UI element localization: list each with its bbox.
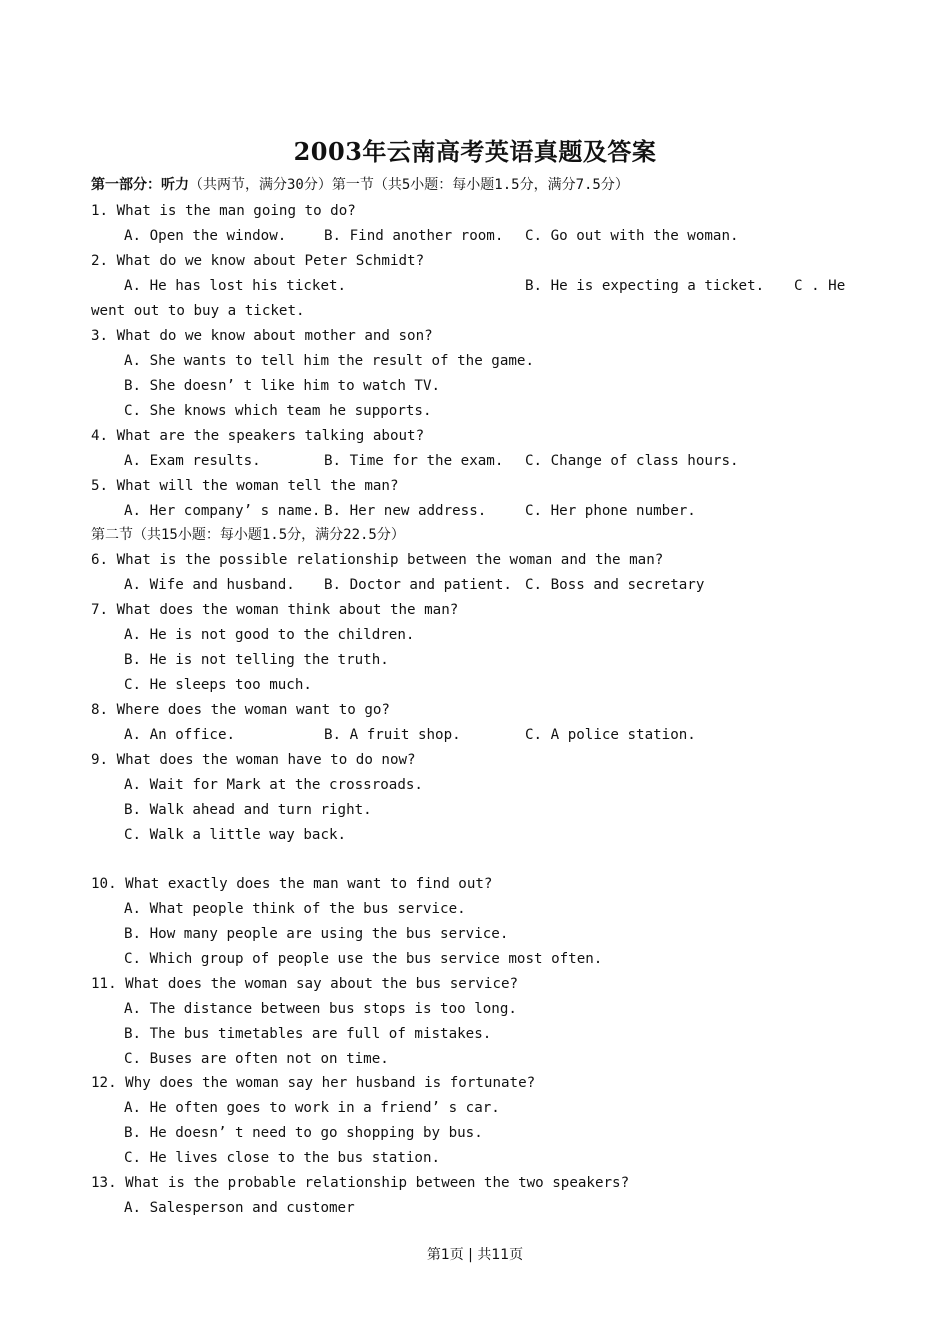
question-10: 10. What exactly does the man want to find out? xyxy=(91,876,493,892)
q3-option-b: B. She doesn’ t like him to watch TV. xyxy=(124,378,441,394)
q6-option-a: A. Wife and husband. xyxy=(124,577,295,593)
question-12: 12. Why does the woman say her husband is fortunate? xyxy=(91,1075,536,1091)
question-7: 7. What does the woman think about the man? xyxy=(91,602,459,618)
q2-option-c: C . He xyxy=(794,278,846,294)
q10-option-b: B. How many people are using the bus service. xyxy=(124,926,509,942)
q2-option-c-continued: went out to buy a ticket. xyxy=(91,303,305,319)
question-1: 1. What is the man going to do? xyxy=(91,203,356,219)
q8-option-c: C. A police station. xyxy=(525,727,696,743)
q5-option-a: A. Her company’ s name. xyxy=(124,503,321,519)
q9-option-b: B. Walk ahead and turn right. xyxy=(124,802,372,818)
q9-option-c: C. Walk a little way back. xyxy=(124,827,347,843)
q7-option-b: B. He is not telling the truth. xyxy=(124,652,389,668)
q11-option-a: A. The distance between bus stops is too long. xyxy=(124,1001,517,1017)
q6-option-b: B. Doctor and patient. xyxy=(324,577,512,593)
part1-heading-bold: 第一部分：听力 xyxy=(91,177,189,193)
question-9: 9. What does the woman have to do now? xyxy=(91,752,416,768)
question-5: 5. What will the woman tell the man? xyxy=(91,478,399,494)
q10-option-a: A. What people think of the bus service. xyxy=(124,901,466,917)
part1-heading xyxy=(91,173,629,198)
q4-option-b: B. Time for the exam. xyxy=(324,453,504,469)
page-footer: 第1页 | 共11页 xyxy=(426,1247,524,1263)
q8-option-b: B. A fruit shop. xyxy=(324,727,461,743)
page-title: 2003年云南高考英语真题及答案 xyxy=(293,137,657,166)
question-8: 8. Where does the woman want to go? xyxy=(91,702,390,718)
question-3: 3. What do we know about mother and son? xyxy=(91,328,433,344)
q1-option-c: C. Go out with the woman. xyxy=(525,228,739,244)
q7-option-a: A. He is not good to the children. xyxy=(124,627,415,643)
q12-option-c: C. He lives close to the bus station. xyxy=(124,1150,441,1166)
q8-option-a: A. An office. xyxy=(124,727,236,743)
q3-option-a: A. She wants to tell him the result of the game. xyxy=(124,353,534,369)
question-11: 11. What does the woman say about the bus service? xyxy=(91,976,519,992)
q6-option-c: C. Boss and secretary xyxy=(525,577,705,593)
q7-option-c: C. He sleeps too much. xyxy=(124,677,312,693)
q12-option-b: B. He doesn’ t need to go shopping by bus. xyxy=(124,1125,483,1141)
q11-option-c: C. Buses are often not on time. xyxy=(124,1051,389,1067)
question-2: 2. What do we know about Peter Schmidt? xyxy=(91,253,425,269)
q5-option-b: B. Her new address. xyxy=(324,503,487,519)
q5-option-c: C. Her phone number. xyxy=(525,503,696,519)
question-6: 6. What is the possible relationship between the woman and the man? xyxy=(91,552,664,568)
q3-option-c: C. She knows which team he supports. xyxy=(124,403,432,419)
question-13: 13. What is the probable relationship between the two speakers? xyxy=(91,1175,630,1191)
q13-option-a: A. Salesperson and customer xyxy=(124,1200,355,1216)
q4-option-a: A. Exam results. xyxy=(124,453,261,469)
q4-option-c: C. Change of class hours. xyxy=(525,453,739,469)
q9-option-a: A. Wait for Mark at the crossroads. xyxy=(124,777,423,793)
q1-option-a: A. Open the window. xyxy=(124,228,287,244)
q11-option-b: B. The bus timetables are full of mistakes. xyxy=(124,1026,492,1042)
part1-heading-rest: （共两节，满分30分）第一节（共5小题：每小题1.5分，满分7.5分） xyxy=(189,177,629,193)
q10-option-c: C. Which group of people use the bus service most often. xyxy=(124,951,603,967)
question-4: 4. What are the speakers talking about? xyxy=(91,428,425,444)
q2-option-b: B. He is expecting a ticket. xyxy=(525,278,765,294)
section2-heading: 第二节（共15小题：每小题1.5分，满分22.5分） xyxy=(91,527,405,543)
q1-option-b: B. Find another room. xyxy=(324,228,504,244)
q12-option-a: A. He often goes to work in a friend’ s car. xyxy=(124,1100,500,1116)
q2-option-a: A. He has lost his ticket. xyxy=(124,278,347,294)
